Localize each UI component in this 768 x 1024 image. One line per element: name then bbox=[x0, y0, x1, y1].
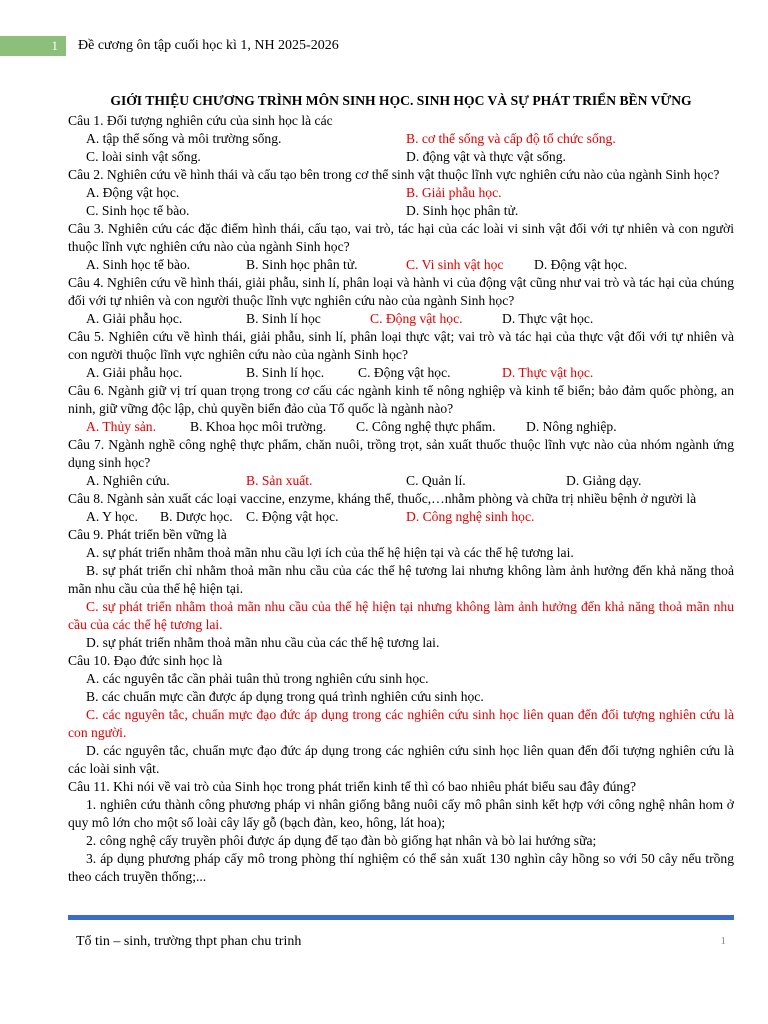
q1-option-a: A. tập thể sống và môi trường sống. bbox=[86, 131, 282, 146]
q8-option-a: A. Y học. bbox=[86, 509, 138, 524]
q10-option-c-answer: C. các nguyên tắc, chuẩn mực đạo đức áp dụng trong các nghiên cứu sinh học liên quan đến đối tượng nghiên cứu là con người. bbox=[68, 707, 734, 740]
q5-option-c: C. Động vật học. bbox=[358, 365, 451, 380]
q5-options bbox=[68, 364, 734, 382]
q8-option-d-answer: D. Công nghệ sinh học. bbox=[406, 509, 535, 524]
question-5: Câu 5. Nghiên cứu về hình thái, giải phẫu, sinh lí, phân loại thực vật; vai trò và tác hại của thực vật đối với tự nhiên và con người thuộc lĩnh vực nghiên cứu nào của ngành Sinh học? bbox=[68, 329, 734, 362]
q9-option-b: B. sự phát triển chỉ nhằm thoả mãn nhu cầu của các thế hệ tương lai nhưng không làm ảnh hưởng đến khả năng thoả mãn nhu cầu của thế hệ hiện tại. bbox=[68, 563, 734, 596]
page-number-tab: 1 bbox=[0, 36, 66, 56]
q8-option-c: C. Động vật học. bbox=[246, 509, 339, 524]
q2-options-row-1 bbox=[68, 184, 734, 202]
header-title: Đề cương ôn tập cuối học kì 1, NH 2025-2026 bbox=[78, 38, 339, 53]
q4-option-d: D. Thực vật học. bbox=[502, 311, 594, 326]
q10-option-a: A. các nguyên tắc cần phải tuân thủ trong nghiên cứu sinh học. bbox=[86, 671, 429, 686]
q7-option-d: D. Giảng dạy. bbox=[566, 473, 642, 488]
q4-option-b: B. Sinh lí học bbox=[246, 311, 321, 326]
q10-option-d: D. các nguyên tắc, chuẩn mực đạo đức áp dụng trong các nghiên cứu sinh học liên quan đến đối tượng nghiên cứu là các loài sinh vật. bbox=[68, 743, 734, 776]
q1-option-b-answer: B. cơ thể sống và cấp độ tổ chức sống. bbox=[406, 131, 616, 146]
q3-option-b: B. Sinh học phân tử. bbox=[246, 257, 358, 272]
q9-option-d: D. sự phát triển nhằm thoả mãn nhu cầu của các thế hệ tương lai. bbox=[86, 635, 440, 650]
q9-option-a: A. sự phát triển nhằm thoả mãn nhu cầu lợi ích của thế hệ hiện tại và các thế hệ tương lai. bbox=[86, 545, 574, 560]
question-6: Câu 6. Ngành giữ vị trí quan trọng trong cơ cấu các ngành kinh tế nông nghiệp và kinh tế biển; bảo đảm quốc phòng, an ninh, giữ vững độc lập, chủ quyền biển đảo của Tổ quốc là ngành nào? bbox=[68, 383, 734, 416]
q4-option-c-answer: C. Động vật học. bbox=[370, 311, 463, 326]
q1-options-row-1 bbox=[68, 130, 734, 148]
q1-options-row-2 bbox=[68, 148, 734, 166]
question-1: Câu 1. Đối tượng nghiên cứu của sinh học là các bbox=[68, 113, 333, 128]
q2-option-a: A. Động vật học. bbox=[86, 185, 180, 200]
q4-option-a: A. Giải phẫu học. bbox=[86, 311, 183, 326]
q5-option-d-answer: D. Thực vật học. bbox=[502, 365, 594, 380]
q7-option-c: C. Quản lí. bbox=[406, 473, 466, 488]
q5-option-b: B. Sinh lí học. bbox=[246, 365, 325, 380]
q11-statement-2: 2. công nghệ cấy truyền phôi được áp dụng để tạo đàn bò giống hạt nhân và bò lai hướng sữa; bbox=[86, 833, 597, 848]
q3-option-c-answer: C. Vi sinh vật học bbox=[406, 257, 504, 272]
q6-options bbox=[68, 418, 734, 436]
question-7: Câu 7. Ngành nghề công nghệ thực phẩm, chăn nuôi, trồng trọt, sản xuất thuốc thuộc lĩnh vực nào của nhóm ngành ứng dụng sinh học? bbox=[68, 437, 734, 470]
q6-option-c: C. Công nghệ thực phẩm. bbox=[356, 419, 496, 434]
question-8: Câu 8. Ngành sản xuất các loại vaccine, enzyme, kháng thể, thuốc,…nhằm phòng và chữa trị nhiều bệnh ở người là bbox=[68, 491, 697, 506]
q2-options-row-2 bbox=[68, 202, 734, 220]
q7-options bbox=[68, 472, 734, 490]
question-3: Câu 3. Nghiên cứu các đặc điểm hình thái, cấu tạo, vai trò, tác hại của các loài vi sinh vật đối với tự nhiên và con người thuộc lĩnh vực nghiên cứu nào của ngành Sinh học? bbox=[68, 221, 734, 254]
document-body bbox=[68, 92, 734, 886]
footer-text: Tổ tin – sinh, trường thpt phan chu trinh bbox=[76, 934, 302, 949]
footer-divider bbox=[68, 915, 734, 920]
q11-statement-3: 3. áp dụng phương pháp cấy mô trong phòng thí nghiệm có thể sản xuất 130 nghìn cây hồng so với 50 cây nếu trồng theo cách truyền thống;... bbox=[68, 851, 734, 884]
q9-option-c-answer: C. sự phát triển nhằm thoả mãn nhu cầu của thế hệ hiện tại nhưng không làm ảnh hưởng đến khả năng thoả mãn nhu cầu của các thế hệ tương lai. bbox=[68, 599, 734, 632]
q3-option-a: A. Sinh học tế bào. bbox=[86, 257, 191, 272]
q2-option-b-answer: B. Giải phẫu học. bbox=[406, 185, 502, 200]
q8-option-b: B. Dược học. bbox=[160, 509, 233, 524]
q10-option-b: B. các chuẩn mực cần được áp dụng trong quá trình nghiên cứu sinh học. bbox=[86, 689, 484, 704]
q2-option-c: C. Sinh học tế bào. bbox=[86, 203, 190, 218]
q11-statement-1: 1. nghiên cứu thành công phương pháp vi nhân giống bằng nuôi cấy mô phân sinh kết hợp với công nghệ nhân hom ở quy mô lớn cho một số loài cây lấy gỗ (bạch đàn, keo, hông, lát hoa); bbox=[68, 797, 734, 830]
q7-option-b-answer: B. Sản xuất. bbox=[246, 473, 313, 488]
q7-option-a: A. Nghiên cứu. bbox=[86, 473, 170, 488]
q1-option-c: C. loài sinh vật sống. bbox=[86, 149, 201, 164]
question-9: Câu 9. Phát triển bền vững là bbox=[68, 527, 227, 542]
question-11: Câu 11. Khi nói về vai trò của Sinh học trong phát triển kinh tế thì có bao nhiêu phát biểu sau đây đúng? bbox=[68, 779, 637, 794]
question-2: Câu 2. Nghiên cứu về hình thái và cấu tạo bên trong cơ thể sinh vật thuộc lĩnh vực nghiên cứu nào của ngành Sinh học? bbox=[68, 167, 720, 182]
q2-option-d: D. Sinh học phân tử. bbox=[406, 203, 519, 218]
q1-option-d: D. động vật và thực vật sống. bbox=[406, 149, 566, 164]
q6-option-a-answer: A. Thủy sản. bbox=[86, 419, 156, 434]
q8-options bbox=[68, 508, 734, 526]
q5-option-a: A. Giải phẫu học. bbox=[86, 365, 183, 380]
q3-options bbox=[68, 256, 734, 274]
q6-option-b: B. Khoa học môi trường. bbox=[190, 419, 327, 434]
section-title: GIỚI THIỆU CHƯƠNG TRÌNH MÔN SINH HỌC. SINH HỌC VÀ SỰ PHÁT TRIỂN BỀN VỮNG bbox=[110, 93, 692, 108]
q6-option-d: D. Nông nghiệp. bbox=[526, 419, 617, 434]
q4-options bbox=[68, 310, 734, 328]
footer-page-number: 1 bbox=[720, 935, 726, 947]
q3-option-d: D. Động vật học. bbox=[534, 257, 628, 272]
question-4: Câu 4. Nghiên cứu về hình thái, giải phẫu, sinh lí, phân loại và hành vi của động vật cũng như vai trò và tác hại của chúng đối với tự nhiên và con người thuộc lĩnh vực nghiên cứu nào của ngành Sinh học? bbox=[68, 275, 734, 308]
question-10: Câu 10. Đạo đức sinh học là bbox=[68, 653, 223, 668]
